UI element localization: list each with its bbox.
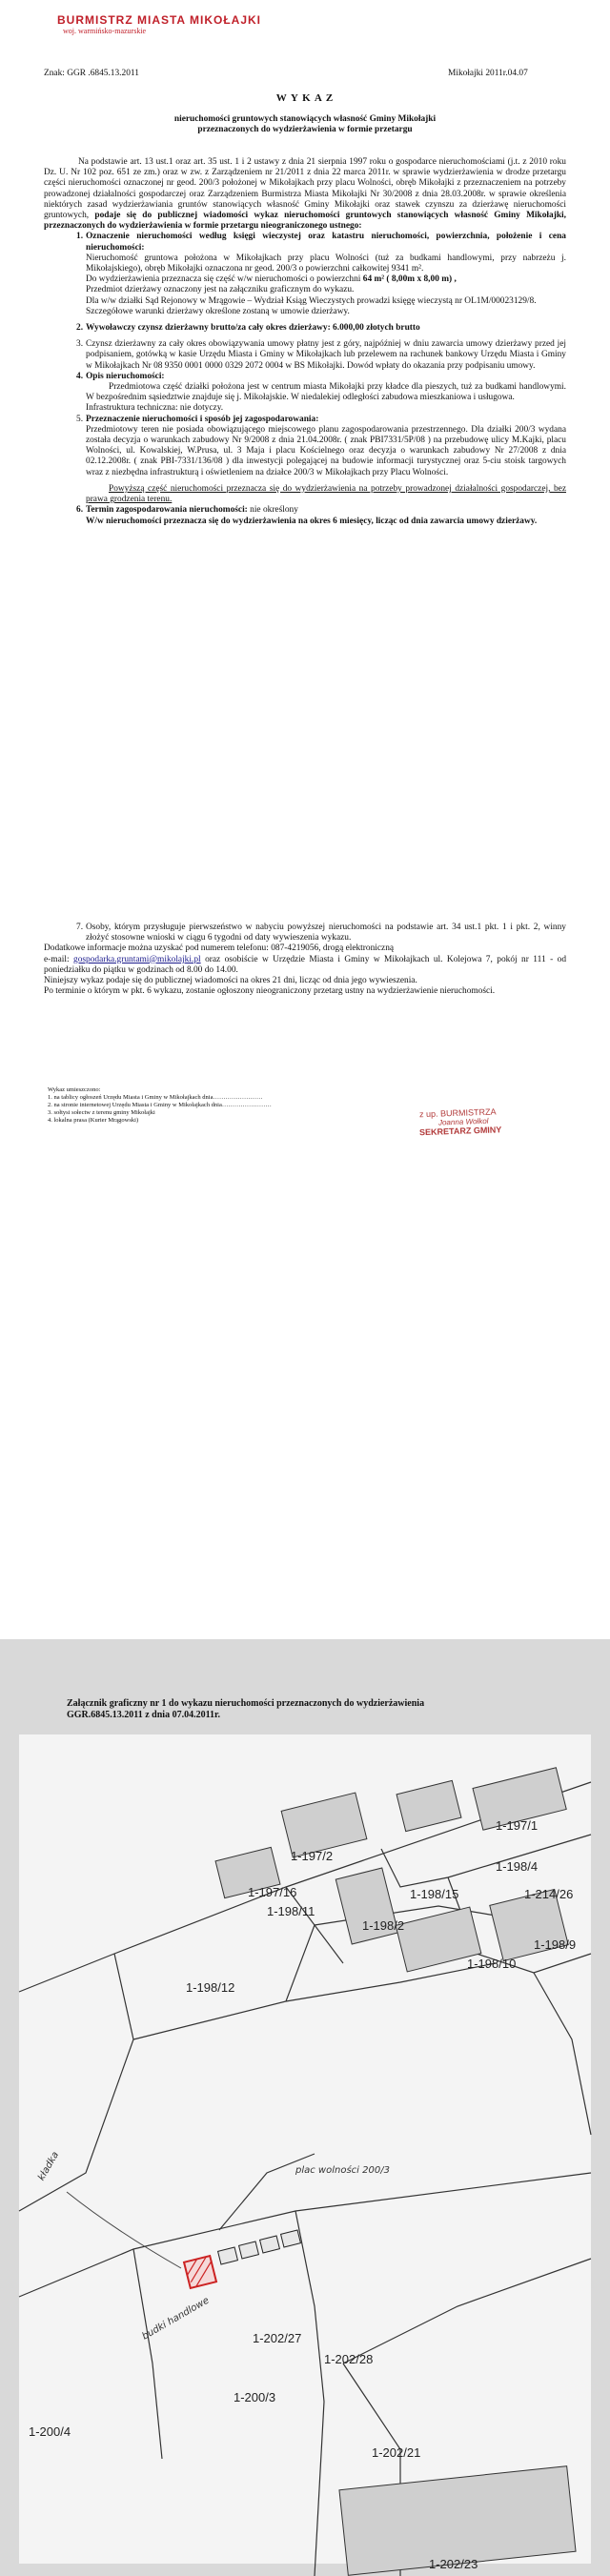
parcel-label: 1-197/1 [496, 1818, 539, 1833]
item6-term: nie określony [250, 505, 298, 516]
item1-heading: Oznaczenie nieruchomości według księgi wieczystej oraz katastru nieruchomości, powierzchnia, położenie i cena nieruchomości: [86, 232, 566, 253]
item-number: 4. [76, 371, 84, 381]
item1-area-value: 64 m² ( 8,00m x 8,00 m) , [362, 274, 457, 285]
item7-text: Osoby, którym przysługuje pierwszeństwo w nabyciu powyższej nieruchomości na podstawie art. 34 ust.1 pkt. 1 i pkt. 2, winny złożyć stosowne wnioski w ciągu 6 tygodni od daty wywieszenia wykazu. [86, 923, 566, 943]
item5-text: Przedmiotowy teren nie posiada obowiązującego miejscowego planu zagospodarowania przestrzennego. Dla działki 200/3 wydana została decyzja o warunkach zabudowy Nr 9/2008 z dnia 21.04.2008r. ( znak PBI7331/5P/08 ) na przebudowę ulicy M.Kajki, placu Wolności, ul. Kowalskiej, W.Prusa, ul. 3 Maja i placu Kościelnego oraz decyzja o warunkach zabudowy Nr 27/2008 z dnia 02.12.2008r. ( znak PBI-7331/136/08 ) dla inwestycji polegającej na budowie informacji turystycznej oraz 5-ciu stoisk targowych wraz z niezbędna infrastrukturą i oświetleniem na działce 200/3 w Mikołajkach przy Placu Wolności. [86, 424, 566, 477]
list-item [44, 505, 566, 526]
parcel-label: 1-200/4 [29, 2424, 71, 2439]
place-date: Mikołajki 2011r.04.07 [448, 69, 528, 78]
posted-item: 2. na stronie internetowej Urzędu Miasta i Gminy w Mikołajkach dnia…………………… [48, 1102, 272, 1108]
handwritten-note: plac wolności 200/3 [295, 2165, 390, 2176]
parcel-label: 1-200/3 [234, 2390, 276, 2404]
posted-heading: Wykaz umieszczono: [48, 1086, 101, 1093]
item-number: 7. [76, 923, 84, 932]
parcel-label: 1-198/15 [410, 1887, 459, 1901]
parcel-label: 1-198/11 [267, 1904, 315, 1918]
item1-area [86, 274, 566, 285]
document-sign: Znak: GGR .6845.13.2011 [44, 69, 139, 78]
document-body [44, 157, 566, 527]
item6-text: W/w nieruchomości przeznacza się do wydzierżawienia na okres 6 miesięcy, licząc od dnia zawarcia umowy dzierżawy. [86, 516, 538, 526]
parcel-label: 1-197/2 [291, 1849, 334, 1863]
list-item [44, 323, 566, 334]
list-item [44, 415, 566, 506]
intro-bold-text: podaje się do publicznej wiadomości wykaz nieruchomości gruntowych stanowiących własność Gminy Mikołajki, przeznaczonych do wydzierżawienia w formie przetargu nieograniczonego ustnego: [44, 211, 566, 232]
parcel-label: 1-198/4 [496, 1859, 539, 1874]
item4-heading: Opis nieruchomości: [86, 371, 165, 381]
intro-paragraph [44, 157, 566, 232]
item4-text: Przedmiotowa część działki położona jest w centrum miasta Mikołajki przy kładce dla pieszych, tuż za budkami handlowymi. W bezpośrednim sąsiedztwie znajduje się j. Mikołajskie. W niedalekiej odległości zabudowa mieszkaniowa i usługowa. [86, 382, 566, 403]
cadastral-map [0, 1639, 610, 2576]
parcel-label: 1-198/12 [186, 1980, 235, 1995]
handwritten-note: kładka [36, 2150, 62, 2183]
item6-heading: Termin zagospodarowania nieruchomości: [86, 505, 248, 516]
item-number: 2. [76, 323, 84, 334]
item4-infrastructure: Infrastruktura techniczna: nie dotyczy. [86, 403, 224, 414]
info-office: oraz osobiście w Urzędzie Miasta i Gminy w Mikołajkach ul. Kolejowa 7, pokój nr 111 - od poniedziałku do piątku w godzinach od 8.00 do 14.00. [44, 954, 567, 975]
map-attachment-page [0, 1639, 610, 2576]
item-number: 6. [76, 505, 84, 516]
map-caption-line1: Załącznik graficzny nr 1 do wykazu nieruchomości przeznaczonych do wydzierżawienia [67, 1698, 425, 1709]
item-number: 5. [76, 414, 84, 424]
item-number: 1. [76, 232, 84, 242]
map-caption-line2: GGR.6845.13.2011 z dnia 07.04.2011r. [67, 1710, 221, 1720]
list-item [44, 923, 566, 943]
item6-heading-row [86, 505, 566, 516]
item1-land-register: Dla w/w działki Sąd Rejonowy w Mrągowie – Wydział Ksiąg Wieczystych prowadzi księgę wieczystą nr OL1M/00023129/8. [86, 295, 537, 306]
document-page-1 [0, 0, 610, 839]
item1-attachment-note: Przedmiot dzierżawy oznaczony jest na załączniku graficznym do wykazu. [86, 285, 355, 295]
info-tender: Po terminie o którym w pkt. 6 wykazu, zostanie ogłoszony nieograniczony przetarg ustny na wydzierżawienie nieruchomości. [44, 986, 496, 997]
handwritten-note: budki handlowe [140, 2295, 212, 2343]
item5-purpose: Powyższą część nieruchomości przeznacza się do wydzierżawienia na potrzeby prowadzonej działalności gospodarczej, bez prawa grodzenia terenu. [86, 483, 566, 505]
list-item [44, 372, 566, 415]
signature-name: Joanna Wołkol [437, 1116, 489, 1127]
parcel-label: 1-214/26 [524, 1887, 574, 1901]
document-page-2 [0, 896, 610, 1582]
parcel-label: 1-202/21 [372, 2445, 421, 2460]
item1-text: Nieruchomość gruntowa położona w Mikołajkach przy placu Wolności (tuż za budkami handlowymi, przy nabrzeżu j. Mikołajskiego), obręb Mikołajki oznaczona nr geod. 200/3 o powierzchni całkowitej 9341 m². [86, 253, 566, 274]
parcel-label: 1-198/10 [467, 1957, 517, 1971]
parcel-label: 1-202/23 [429, 2557, 478, 2571]
email-label: e-mail: [44, 954, 70, 964]
stamp-subtitle: woj. warmińsko-mazurskie [63, 27, 147, 35]
item-number: 3. [76, 339, 84, 350]
posted-list [48, 1086, 448, 1125]
email-link[interactable]: gospodarka.gruntami@mikolajki.pl [73, 954, 201, 964]
document-subtitle: nieruchomości gruntowych stanowiących własność Gminy Mikołajki przeznaczonych do wydzierżawienia w formie przetargu [173, 114, 437, 135]
office-stamp [57, 13, 261, 35]
leased-area [184, 2256, 216, 2288]
info-phone: Dodatkowe informacje można uzyskać pod numerem telefonu: 087-4219056, drogą elektroniczną [44, 943, 395, 954]
posted-item: 4. lokalna prasa (Kurier Mrągowski) [48, 1117, 139, 1124]
stamp-title: BURMISTRZ MIASTA MIKOŁAJKI [57, 13, 261, 27]
posted-item: 3. sołtysi sołectw z terenu gminy Mikołajki [48, 1109, 155, 1116]
parcel-label: 1-202/28 [324, 2352, 374, 2366]
info-period: Niniejszy wykaz podaje się do publicznej wiadomości na okres 21 dni, licząc od dnia jego wywieszenia. [44, 976, 417, 986]
item3-payment: Czynsz dzierżawny za cały okres obowiązywania umowy płatny jest z góry, najpóźniej w dniu zawarcia umowy dzierżawy przed jej podpisaniem, gotówką w kasie Urzędu Miasta i Gminy w Mikołajkach lub przelewem na rachunek bankowy Urzędu Miasta i Gminy w Mikołajkach Nr 08 9350 0001 0000 0329 2072 0004 w BS Mikołajki. Dowód wpłaty do okazania przy podpisaniu umowy. [86, 339, 566, 371]
parcel-label: 1-198/9 [534, 1937, 577, 1952]
list-item [44, 232, 566, 317]
intro-text: Na podstawie art. 13 ust.1 oraz art. 35 ust. 1 i 2 ustawy z dnia 21 sierpnia 1997 roku o gospodarce nieruchomościami (j.t. z 2010 roku Dz. U. Nr 102 poz. 651 ze zm.) oraz w zw. z Zarządzeniem nr 21/2011 z dnia 22 marca 2011r. w sprawie wydzierżawienia w drodze przetargu części nieruchomości oznaczonej nr geod. 200/3 położonej w Mikołajkach przy placu Wolności, obręb Mikołajki z przeznaczeniem na potrzeby prowadzonej działalności gospodarczej oraz Zarządzeniem Burmistrza Miasta Mikołajki Nr 30/2008 z dnia 28.03.2008r. w sprawie określenia niektórych zasad wydzierżawiania gruntów stanowiących własność Gminy Mikołajki oraz stawek czynszu za dzierżawę nieruchomości gruntowych, [44, 157, 566, 221]
parcel-label: 1-198/2 [362, 1918, 405, 1933]
signature-stamp [418, 1106, 543, 1138]
parcel-label: 1-197/16 [248, 1885, 297, 1899]
item1-area-label: Do wydzierżawienia przeznacza się część w/w nieruchomości o powierzchni [86, 274, 361, 285]
item5-heading: Przeznaczenie nieruchomości i sposób jej zagospodarowania: [86, 414, 319, 424]
list-item [44, 339, 566, 372]
signature-line3: SEKRETARZ GMINY [418, 1125, 502, 1138]
item1-conditions: Szczegółowe warunki dzierżawy określone zostaną w umowie dzierżawy. [86, 306, 350, 316]
page2-body [44, 923, 566, 997]
posted-item: 1. na tablicy ogłoszeń Urzędu Miasta i Gminy w Mikołajkach dnia…………………… [48, 1094, 263, 1101]
parcel-label: 1-202/27 [253, 2331, 302, 2345]
signature-line1: z up. BURMISTRZA [418, 1106, 497, 1120]
document-title: W Y K A Z [275, 92, 335, 104]
item2-rent: Wywoławczy czynsz dzierżawny brutto/za cały okres dzierżawy: 6.000,00 złotych brutto [86, 323, 420, 334]
info-email-row [44, 955, 566, 976]
